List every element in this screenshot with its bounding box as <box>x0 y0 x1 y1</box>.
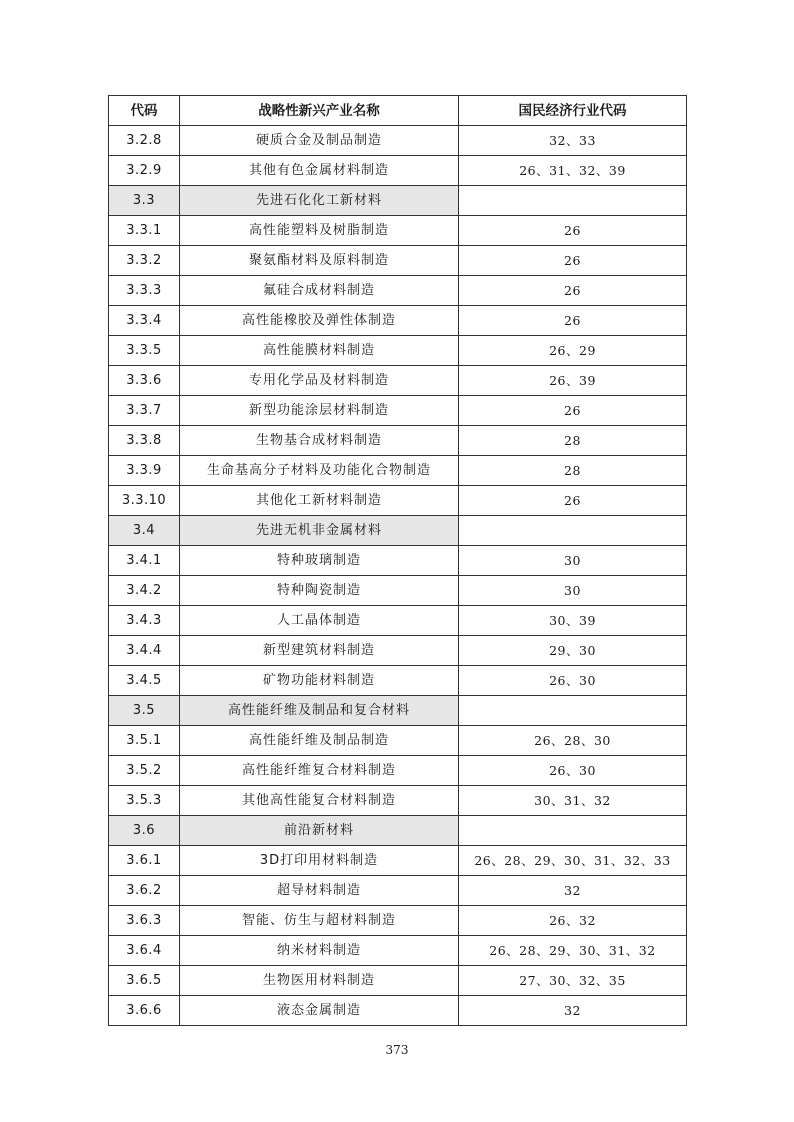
cell-code: 3.4.3 <box>109 606 180 636</box>
cell-national-code: 26 <box>459 306 687 336</box>
cell-national-code <box>459 186 687 216</box>
cell-industry-name: 聚氨酯材料及原料制造 <box>180 246 459 276</box>
table-row <box>109 726 687 756</box>
cell-national-code: 27、30、32、35 <box>459 966 687 996</box>
cell-national-code: 28 <box>459 426 687 456</box>
cell-industry-name: 生物基合成材料制造 <box>180 426 459 456</box>
cell-national-code: 30 <box>459 576 687 606</box>
table-row <box>109 366 687 396</box>
cell-industry-name: 特种陶瓷制造 <box>180 576 459 606</box>
table-row <box>109 246 687 276</box>
cell-industry-name: 超导材料制造 <box>180 876 459 906</box>
table-row <box>109 936 687 966</box>
cell-industry-name: 生物医用材料制造 <box>180 966 459 996</box>
cell-national-code: 26 <box>459 276 687 306</box>
cell-industry-name: 高性能塑料及树脂制造 <box>180 216 459 246</box>
cell-industry-name: 先进石化化工新材料 <box>180 186 459 216</box>
cell-national-code: 26、28、30 <box>459 726 687 756</box>
cell-code: 3.3.4 <box>109 306 180 336</box>
cell-national-code: 26、31、32、39 <box>459 156 687 186</box>
cell-code: 3.3.2 <box>109 246 180 276</box>
cell-code: 3.6.2 <box>109 876 180 906</box>
cell-industry-name: 人工晶体制造 <box>180 606 459 636</box>
cell-industry-name: 高性能纤维复合材料制造 <box>180 756 459 786</box>
cell-industry-name: 其他有色金属材料制造 <box>180 156 459 186</box>
header-national-code: 国民经济行业代码 <box>459 96 687 126</box>
cell-code: 3.3.1 <box>109 216 180 246</box>
cell-code: 3.3.3 <box>109 276 180 306</box>
section-row <box>109 516 687 546</box>
table-row <box>109 666 687 696</box>
cell-industry-name: 高性能膜材料制造 <box>180 336 459 366</box>
cell-code: 3.3.7 <box>109 396 180 426</box>
cell-national-code: 26、28、29、30、31、32、33 <box>459 846 687 876</box>
table-body <box>109 126 687 1026</box>
cell-code: 3.3.5 <box>109 336 180 366</box>
cell-code: 3.6.4 <box>109 936 180 966</box>
cell-national-code <box>459 696 687 726</box>
cell-code: 3.3.8 <box>109 426 180 456</box>
cell-national-code: 26、28、29、30、31、32 <box>459 936 687 966</box>
cell-code: 3.2.8 <box>109 126 180 156</box>
table-header-row <box>109 96 687 126</box>
cell-national-code: 26、30 <box>459 756 687 786</box>
table-row <box>109 756 687 786</box>
cell-code: 3.6 <box>109 816 180 846</box>
page-number: 373 <box>385 1043 409 1057</box>
cell-industry-name: 硬质合金及制品制造 <box>180 126 459 156</box>
cell-industry-name: 专用化学品及材料制造 <box>180 366 459 396</box>
cell-national-code: 26 <box>459 216 687 246</box>
cell-industry-name: 新型建筑材料制造 <box>180 636 459 666</box>
cell-code: 3.6.3 <box>109 906 180 936</box>
cell-code: 3.5.2 <box>109 756 180 786</box>
cell-industry-name: 高性能橡胶及弹性体制造 <box>180 306 459 336</box>
table-row <box>109 846 687 876</box>
cell-industry-name: 纳米材料制造 <box>180 936 459 966</box>
section-row <box>109 186 687 216</box>
cell-national-code: 26 <box>459 246 687 276</box>
table-row <box>109 486 687 516</box>
cell-code: 3.6.6 <box>109 996 180 1026</box>
cell-code: 3.4.4 <box>109 636 180 666</box>
cell-code: 3.4.5 <box>109 666 180 696</box>
table-row <box>109 996 687 1026</box>
table-row <box>109 876 687 906</box>
cell-code: 3.5.3 <box>109 786 180 816</box>
cell-national-code: 32 <box>459 876 687 906</box>
cell-national-code: 30、31、32 <box>459 786 687 816</box>
industry-classification-table <box>108 95 687 1026</box>
industry-table-container <box>108 95 686 1026</box>
section-row <box>109 816 687 846</box>
cell-national-code: 28 <box>459 456 687 486</box>
header-code: 代码 <box>109 96 180 126</box>
cell-national-code: 30、39 <box>459 606 687 636</box>
cell-code: 3.5.1 <box>109 726 180 756</box>
cell-industry-name: 其他高性能复合材料制造 <box>180 786 459 816</box>
table-row <box>109 216 687 246</box>
table-row <box>109 306 687 336</box>
table-row <box>109 156 687 186</box>
cell-national-code: 26 <box>459 396 687 426</box>
table-row <box>109 966 687 996</box>
cell-industry-name: 高性能纤维及制品制造 <box>180 726 459 756</box>
cell-code: 3.3.9 <box>109 456 180 486</box>
section-row <box>109 696 687 726</box>
table-row <box>109 456 687 486</box>
cell-industry-name: 氟硅合成材料制造 <box>180 276 459 306</box>
cell-code: 3.3 <box>109 186 180 216</box>
table-row <box>109 786 687 816</box>
cell-code: 3.4 <box>109 516 180 546</box>
cell-code: 3.5 <box>109 696 180 726</box>
table-row <box>109 126 687 156</box>
table-row <box>109 606 687 636</box>
cell-national-code: 26 <box>459 486 687 516</box>
cell-national-code: 32、33 <box>459 126 687 156</box>
cell-national-code: 29、30 <box>459 636 687 666</box>
cell-industry-name: 矿物功能材料制造 <box>180 666 459 696</box>
cell-code: 3.2.9 <box>109 156 180 186</box>
cell-industry-name: 3D打印用材料制造 <box>180 846 459 876</box>
cell-code: 3.6.5 <box>109 966 180 996</box>
cell-national-code: 26、29 <box>459 336 687 366</box>
cell-industry-name: 前沿新材料 <box>180 816 459 846</box>
cell-industry-name: 高性能纤维及制品和复合材料 <box>180 696 459 726</box>
cell-code: 3.3.10 <box>109 486 180 516</box>
table-row <box>109 426 687 456</box>
table-row <box>109 276 687 306</box>
cell-industry-name: 液态金属制造 <box>180 996 459 1026</box>
table-row <box>109 906 687 936</box>
cell-national-code: 32 <box>459 996 687 1026</box>
cell-industry-name: 其他化工新材料制造 <box>180 486 459 516</box>
cell-code: 3.6.1 <box>109 846 180 876</box>
cell-national-code <box>459 516 687 546</box>
header-industry-name: 战略性新兴产业名称 <box>180 96 459 126</box>
table-row <box>109 576 687 606</box>
cell-national-code: 26、30 <box>459 666 687 696</box>
cell-industry-name: 智能、仿生与超材料制造 <box>180 906 459 936</box>
cell-national-code: 26、32 <box>459 906 687 936</box>
table-row <box>109 396 687 426</box>
cell-code: 3.4.1 <box>109 546 180 576</box>
table-row <box>109 336 687 366</box>
cell-national-code: 30 <box>459 546 687 576</box>
cell-code: 3.3.6 <box>109 366 180 396</box>
table-row <box>109 546 687 576</box>
cell-code: 3.4.2 <box>109 576 180 606</box>
cell-industry-name: 新型功能涂层材料制造 <box>180 396 459 426</box>
cell-industry-name: 特种玻璃制造 <box>180 546 459 576</box>
cell-national-code <box>459 816 687 846</box>
cell-industry-name: 先进无机非金属材料 <box>180 516 459 546</box>
cell-industry-name: 生命基高分子材料及功能化合物制造 <box>180 456 459 486</box>
table-row <box>109 636 687 666</box>
cell-national-code: 26、39 <box>459 366 687 396</box>
